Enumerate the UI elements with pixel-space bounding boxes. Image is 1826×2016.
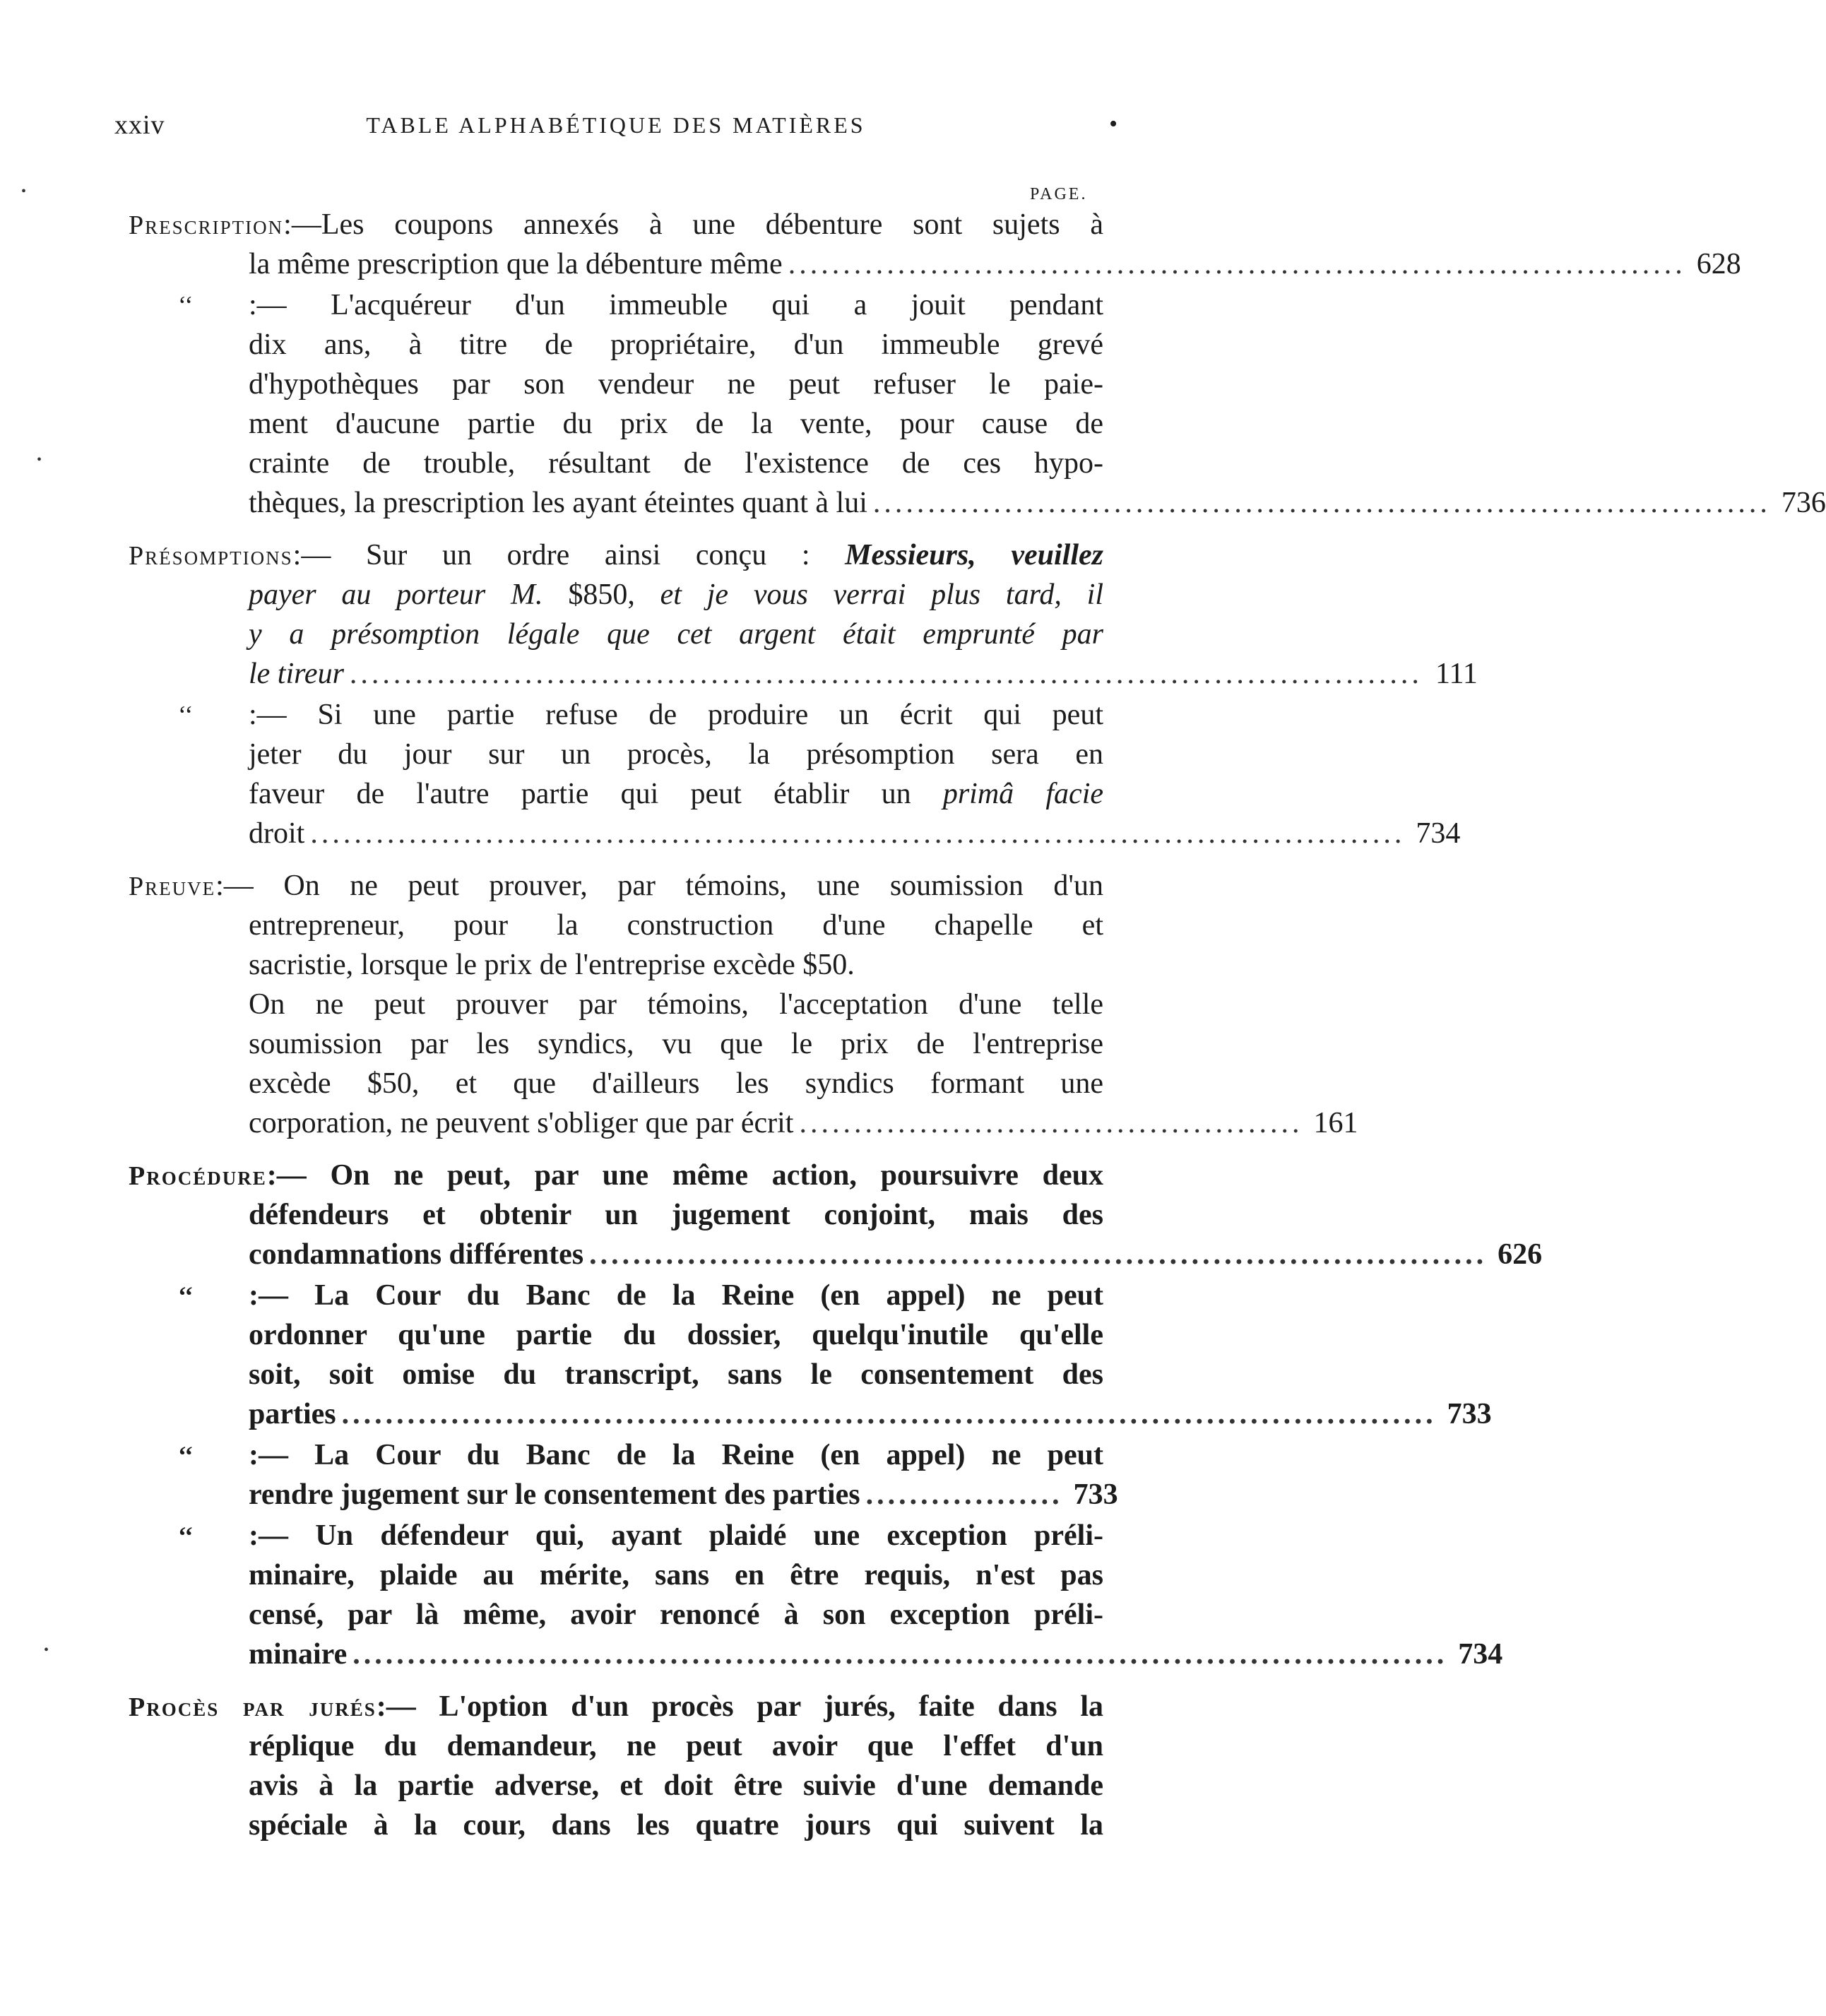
entry-text: On ne peut prouver par témoins, l'acceptation d'une telle [249, 988, 1103, 1021]
running-title: TABLE ALPHABÉTIQUE DES MATIÈRES [366, 112, 866, 138]
entry-line [129, 575, 1103, 615]
entry-text: soumission par les syndics, vu que le prix de l'entreprise [249, 1028, 1103, 1060]
dot-leader: .................................................................................................... [352, 1638, 1448, 1671]
entry-text: :— La Cour du Banc de la Reine (en appel) ne peut [249, 1279, 1103, 1312]
entry-term: Présomptions [129, 541, 293, 571]
index-entry-presomptions [129, 535, 1478, 853]
entry-text-italic: payer au porteur M. [249, 579, 543, 611]
entry-text: minaire [249, 1638, 348, 1671]
entry-line [129, 325, 1103, 364]
sub-entry [129, 1435, 1118, 1514]
entry-text: corporation, ne peuvent s'obliger que par écrit [249, 1107, 794, 1139]
page-number: 161 [1313, 1107, 1358, 1139]
dot-leader: .................................................................................. [589, 1238, 1488, 1271]
entry-line [129, 1024, 1103, 1064]
entry-text-italic: et je vous verrai plus tard, il [660, 579, 1104, 611]
dot-leader: .................................................................................................... [310, 817, 1406, 850]
entry-text: $850, [568, 579, 635, 611]
entry-line-with-page [129, 654, 1478, 694]
entry-line [129, 695, 1103, 735]
entry-line [129, 1595, 1103, 1635]
entry-text-italic: y a présomption légale que cet argent était emprunté par [249, 618, 1103, 651]
entry-text: dix ans, à titre de propriétaire, d'un immeuble grevé [249, 328, 1103, 361]
ditto-mark: ‘‘ [178, 1522, 194, 1550]
entry-line [129, 1687, 1103, 1726]
entry-text: faveur de l'autre partie qui peut établir un [249, 778, 911, 810]
entry-line [129, 444, 1103, 483]
entry-text: spéciale à la cour, dans les quatre jours qui suivent la [249, 1809, 1103, 1842]
entry-text: :—Les coupons annexés à une débenture sont sujets à [283, 208, 1103, 241]
entry-text-italic: primâ facie [942, 778, 1104, 810]
page-column-label: PAGE. [1030, 185, 1088, 203]
entry-line-with-page [129, 244, 1741, 284]
page-number: 628 [1696, 248, 1741, 280]
entry-text: condamnations différentes [249, 1238, 584, 1271]
entry-line [129, 364, 1103, 404]
entry-term: Procès par jurés [129, 1692, 377, 1722]
entry-line [129, 615, 1103, 654]
entry-line-with-page [129, 483, 1826, 523]
index-entry-proces-par-jures [129, 1687, 1103, 1845]
entry-text: jeter du jour sur un procès, la présomption sera en [249, 738, 1103, 771]
entry-line [129, 1726, 1103, 1766]
entry-line [129, 1555, 1103, 1595]
entry-text: rendre jugement sur le consentement des parties [249, 1478, 860, 1511]
entry-line [129, 1276, 1103, 1315]
entry-text: ordonner qu'une partie du dossier, quelqu'inutile qu'elle [249, 1319, 1103, 1351]
entry-line-with-page [129, 1103, 1358, 1143]
entry-line [129, 1315, 1103, 1355]
running-header [114, 109, 1117, 149]
sub-entry [129, 285, 1826, 523]
entry-text: parties [249, 1398, 336, 1430]
entry-text-italic: Messieurs, veuillez [845, 539, 1103, 571]
entry-text: ment d'aucune partie du prix de la vente, pour cause de [249, 408, 1103, 440]
entry-line [129, 774, 1103, 814]
entry-text: :— L'acquéreur d'un immeuble qui a jouit pendant [249, 289, 1103, 321]
entry-text: :— Sur un ordre ainsi conçu : [292, 539, 810, 571]
entry-text: avis à la partie adverse, et doit être suivie d'une demande [249, 1769, 1103, 1802]
entry-line [129, 535, 1103, 575]
margin-speck: • [44, 1642, 49, 1658]
ditto-mark: ‘‘ [178, 701, 194, 729]
entry-line-with-page [129, 1475, 1118, 1514]
entry-text: sacristie, lorsque le prix de l'entreprise excède $50. [249, 949, 855, 981]
entry-line-with-page [129, 814, 1461, 853]
entry-text-italic: le tireur [249, 658, 344, 690]
entry-line [129, 285, 1103, 325]
entry-line [129, 1766, 1103, 1805]
index-body [129, 205, 1826, 1858]
entry-text: thèques, la prescription les ayant éteintes quant à lui [249, 487, 867, 519]
index-entry-procedure [129, 1156, 1543, 1674]
page-number: 734 [1458, 1638, 1503, 1671]
folio-roman-numeral: xxiv [114, 110, 165, 140]
entry-line [129, 404, 1103, 444]
entry-text: :— Si une partie refuse de produire un écrit qui peut [249, 699, 1103, 731]
entry-line [129, 735, 1103, 774]
ditto-mark: ‘‘ [178, 291, 194, 319]
entry-text: :— La Cour du Banc de la Reine (en appel) ne peut [249, 1439, 1103, 1471]
entry-line [129, 1435, 1103, 1475]
entry-line [129, 1355, 1103, 1394]
entry-line-with-page [129, 1235, 1543, 1274]
ditto-mark: ‘‘ [178, 1441, 194, 1469]
entry-line-with-page [129, 1394, 1492, 1434]
dot-leader: .................................................................................. [788, 248, 1686, 280]
entry-text: réplique du demandeur, ne peut avoir que l'effet d'un [249, 1730, 1103, 1762]
entry-line [129, 945, 1103, 985]
entry-text: soit, soit omise du transcript, sans le consentement des [249, 1358, 1103, 1391]
entry-text: défendeurs et obtenir un jugement conjoint, mais des [249, 1199, 1103, 1231]
ditto-mark: ‘‘ [178, 1281, 194, 1310]
margin-speck: • [21, 184, 27, 199]
entry-text: droit [249, 817, 305, 850]
sub-entry [129, 1516, 1503, 1674]
page-number: 733 [1073, 1478, 1118, 1511]
entry-line [129, 906, 1103, 945]
entry-term: Procédure [129, 1161, 267, 1191]
entry-line [129, 1195, 1103, 1235]
entry-line [129, 1516, 1103, 1555]
entry-term: Preuve [129, 872, 216, 901]
page-number: 734 [1416, 817, 1461, 850]
entry-line [129, 866, 1103, 906]
dot-leader: .................................................................................................... [341, 1398, 1437, 1430]
dot-leader: .................................................................................................. [349, 658, 1423, 690]
header-bullet: • [1109, 111, 1117, 137]
entry-text: censé, par là même, avoir renoncé à son exception préli- [249, 1599, 1103, 1631]
entry-line [129, 1064, 1103, 1103]
entry-text: :— On ne peut prouver, par témoins, une soumission d'un [215, 870, 1103, 902]
sub-entry [129, 1276, 1492, 1434]
page-number: 111 [1435, 658, 1478, 690]
entry-text: :— L'option d'un procès par jurés, faite dans la [376, 1690, 1103, 1723]
entry-line [129, 985, 1103, 1024]
index-entry-preuve [129, 866, 1358, 1143]
page-number: 626 [1498, 1238, 1543, 1271]
entry-line [129, 1156, 1103, 1195]
entry-text: :— On ne peut, par une même action, poursuivre deux [266, 1159, 1103, 1192]
dot-leader: .................................................................................. [872, 487, 1771, 519]
entry-text: crainte de trouble, résultant de l'existence de ces hypo- [249, 447, 1103, 480]
entry-line [129, 205, 1103, 244]
entry-text: minaire, plaide au mérite, sans en être requis, n'est pas [249, 1559, 1103, 1591]
entry-text: la même prescription que la débenture même [249, 248, 783, 280]
entry-text: :— Un défendeur qui, ayant plaidé une exception préli- [249, 1519, 1103, 1552]
dot-leader: .................. [865, 1478, 1063, 1511]
page-number: 736 [1781, 487, 1826, 519]
entry-term: Prescription [129, 211, 284, 240]
margin-speck: • [37, 452, 42, 468]
entry-text: excède $50, et que d'ailleurs les syndics formant une [249, 1067, 1103, 1100]
page-number: 733 [1447, 1398, 1492, 1430]
entry-text: d'hypothèques par son vendeur ne peut refuser le paie- [249, 368, 1103, 401]
entry-text: entrepreneur, pour la construction d'une chapelle et [249, 909, 1103, 942]
sub-entry [129, 695, 1461, 853]
index-entry-prescription [129, 205, 1826, 523]
dot-leader: .............................................. [799, 1107, 1303, 1139]
entry-line [129, 1805, 1103, 1845]
entry-line-with-page [129, 1635, 1503, 1674]
